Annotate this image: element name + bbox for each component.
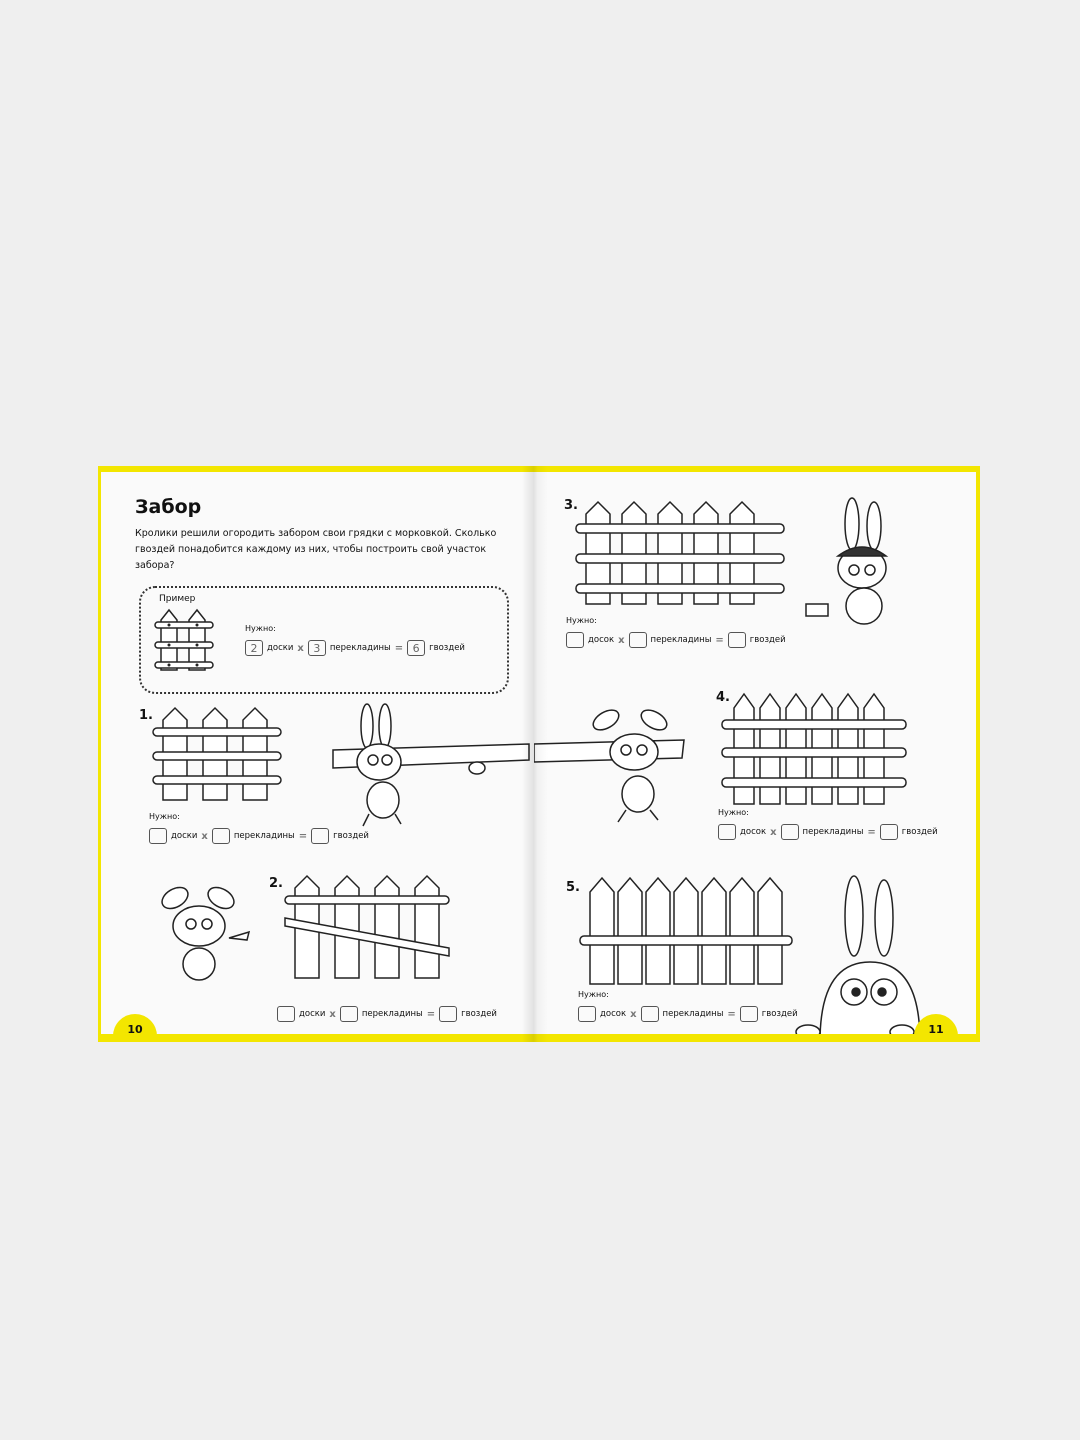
task5-equation	[578, 1006, 798, 1022]
example-need: Нужно:	[245, 624, 276, 633]
task4-number: 4.	[716, 690, 730, 705]
task2-number: 2.	[269, 876, 283, 891]
task3-number: 3.	[564, 498, 578, 513]
rabbit-with-hammer-illustration	[802, 494, 912, 644]
task1-boards-word: доски	[171, 831, 198, 841]
example-equation	[245, 640, 465, 656]
equals-sign: =	[727, 1008, 736, 1020]
task5-boards-word: досок	[600, 1009, 627, 1019]
example-nails-word: гвоздей	[429, 643, 465, 653]
task5-number: 5.	[566, 880, 580, 895]
left-page	[98, 466, 534, 1042]
rabbit-carrying-plank-right-illustration	[534, 700, 694, 830]
task1-number: 1.	[139, 708, 153, 723]
task2-fence-drawing	[281, 874, 451, 984]
times-sign: x	[297, 642, 304, 654]
task1-bars-word: перекладины	[233, 831, 295, 841]
page-number-right: 11	[914, 1014, 958, 1042]
task2-bars-word: перекладины	[361, 1009, 423, 1019]
task1-nails-word: гвоздей	[333, 831, 369, 841]
task5-need: Нужно:	[578, 990, 609, 999]
task1-need: Нужно:	[149, 812, 180, 821]
task1-fence-drawing	[151, 706, 285, 806]
example-boards-word: доски	[267, 643, 294, 653]
equals-sign: =	[298, 830, 308, 842]
task5-fence-drawing	[578, 876, 798, 988]
left-bottom-bar	[101, 1034, 534, 1042]
task1-bars-input[interactable]	[212, 828, 230, 844]
task2-nails-input[interactable]	[439, 1006, 457, 1022]
task3-equation	[566, 632, 786, 648]
open-book	[98, 466, 980, 1042]
task3-boards-input[interactable]	[566, 632, 584, 648]
task3-fence-drawing	[574, 500, 788, 610]
task5-bars-word: перекладины	[662, 1009, 724, 1019]
page-title: Забор	[135, 496, 202, 518]
equals-sign: =	[715, 634, 724, 646]
task3-bars-word: перекладины	[650, 635, 712, 645]
task4-equation	[718, 824, 938, 840]
task5-nails-input[interactable]	[740, 1006, 758, 1022]
example-box	[139, 586, 509, 694]
example-nails-box: 6	[407, 640, 425, 656]
task4-nails-word: гвоздей	[901, 827, 938, 837]
example-bars-word: перекладины	[329, 643, 391, 653]
task2-equation	[277, 1006, 497, 1022]
task5-bars-input[interactable]	[641, 1006, 659, 1022]
equals-sign: =	[426, 1008, 436, 1020]
rabbit-with-carrot-illustration	[145, 876, 255, 986]
task4-bars-word: перекладины	[802, 827, 864, 837]
task2-boards-word: доски	[299, 1009, 326, 1019]
times-sign: x	[618, 634, 625, 646]
task1-nails-input[interactable]	[311, 828, 329, 844]
equals-sign: =	[394, 642, 404, 654]
equals-sign: =	[867, 826, 876, 838]
intro-text: Кролики решили огородить забором свои грядки с морковкой. Сколько гвоздей понадобится каждому из них, чтобы построить свой участок забора?	[135, 528, 497, 571]
example-boards-box: 2	[245, 640, 263, 656]
task4-boards-input[interactable]	[718, 824, 736, 840]
example-fence-drawing	[155, 608, 215, 678]
rabbit-carrying-plank-illustration	[329, 702, 529, 832]
task4-nails-input[interactable]	[880, 824, 898, 840]
task3-boards-word: досок	[588, 635, 615, 645]
task5-boards-input[interactable]	[578, 1006, 596, 1022]
task3-nails-word: гвоздей	[749, 635, 786, 645]
page-number-left: 10	[113, 1014, 157, 1042]
times-sign: x	[201, 830, 208, 842]
task2-bars-input[interactable]	[340, 1006, 358, 1022]
peeking-rabbit-illustration	[790, 872, 930, 1042]
times-sign: x	[630, 1008, 637, 1020]
task4-bars-input[interactable]	[781, 824, 799, 840]
task4-need: Нужно:	[718, 808, 749, 817]
example-label: Пример	[159, 594, 196, 604]
example-bars-box: 3	[308, 640, 326, 656]
task3-nails-input[interactable]	[728, 632, 746, 648]
times-sign: x	[770, 826, 777, 838]
times-sign: x	[329, 1008, 336, 1020]
task2-nails-word: гвоздей	[461, 1009, 497, 1019]
task2-boards-input[interactable]	[277, 1006, 295, 1022]
task1-boards-input[interactable]	[149, 828, 167, 844]
task3-bars-input[interactable]	[629, 632, 647, 648]
task5-nails-word: гвоздей	[761, 1009, 798, 1019]
task4-fence-drawing	[720, 692, 910, 810]
task3-need: Нужно:	[566, 616, 597, 625]
right-page	[534, 466, 980, 1042]
task4-boards-word: досок	[740, 827, 767, 837]
